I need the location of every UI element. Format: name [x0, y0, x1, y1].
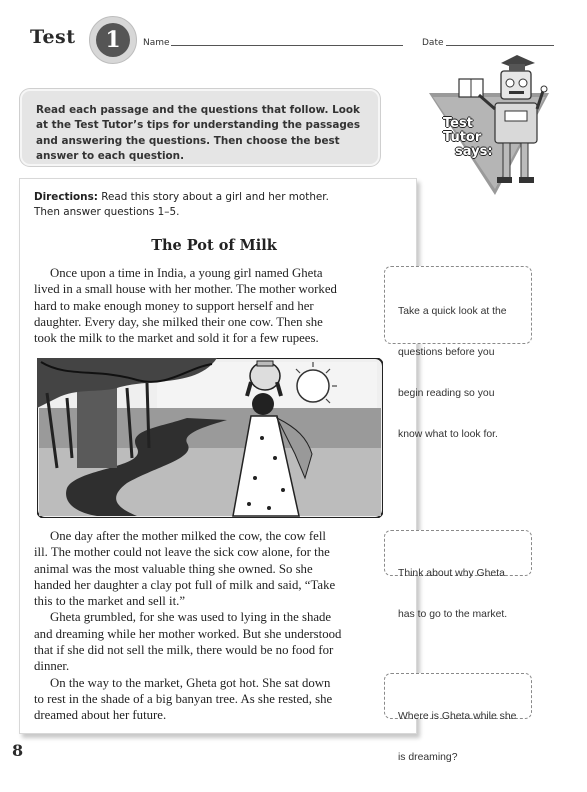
story-paragraph-1 [34, 265, 337, 346]
tutor-tip-1 [384, 266, 532, 440]
name-label: Name [143, 38, 170, 48]
story-line: On the way to the market, Gheta got hot. She sat down [34, 675, 331, 690]
tip-line: Take a quick look at the [398, 306, 507, 318]
story-line: Once upon a time in India, a young girl named Gheta [34, 266, 323, 280]
girl-with-pot-illustration-icon [37, 358, 383, 518]
story-paragraph-2 [34, 528, 341, 724]
story-line: hard to make enough money to support herself and her [34, 298, 314, 313]
tip-line: Where is Gheta while she [398, 711, 517, 723]
date-label: Date [422, 38, 444, 48]
tip-line: know what to look for. [398, 428, 498, 440]
tip-line: begin reading so you [398, 387, 495, 399]
story-line: handed her daughter a clay pot full of milk and said, “Take [34, 577, 336, 592]
tutor-label-line3: says: [455, 144, 493, 159]
directions-label: Directions: [34, 191, 98, 203]
story-line: daughter. Every day, she milked their one cow. Then she [34, 314, 323, 329]
tip-line: Think about why Gheta [398, 568, 505, 580]
directions-line2: Then answer questions 1–5. [34, 206, 180, 218]
story-illustration [37, 358, 383, 518]
date-field[interactable] [446, 45, 554, 46]
story-line: animal was the most valuable thing she owned. So she [34, 561, 313, 576]
test-number-badge [89, 16, 137, 64]
test-number: 1 [96, 23, 130, 57]
instruction-text: Read each passage and the questions that follow. Look at the Test Tutor’s tips for understanding the passages and answering the questions. Then choose the best answer to each question. [36, 104, 361, 163]
page-number: 8 [12, 741, 24, 760]
tip-line: is dreaming? [398, 751, 458, 763]
test-heading: Test [30, 26, 76, 48]
story-title: The Pot of Milk [151, 237, 277, 254]
directions [34, 190, 394, 220]
story-line: and dreaming while her mother worked. But she understood [34, 626, 342, 641]
tutor-tip-3 [384, 673, 532, 763]
tutor-label-line2: Tutor [443, 130, 482, 145]
story-line: took the milk to the market and sold it for a few rupees. [34, 331, 319, 346]
tip-line: questions before you [398, 346, 495, 358]
tutor-tip-2 [384, 530, 532, 620]
story-line: dinner. [34, 659, 70, 674]
tip-line: has to go to the market. [398, 608, 508, 620]
tutor-label-line1: Test [443, 116, 473, 131]
story-line: this to the market and sell it.” [34, 594, 186, 609]
story-line: One day after the mother milked the cow, the cow fell [34, 529, 326, 543]
story-line: Gheta grumbled, for she was used to lying in the shade [34, 610, 332, 625]
story-line: lived in a small house with her mother. The mother worked [34, 282, 337, 297]
test-tutor [425, 47, 553, 197]
story-line: ill. The mother could not leave the sick cow alone, for the [34, 545, 330, 560]
story-line: that if she did not sell the milk, there would be no food for [34, 643, 334, 658]
story-line: to rest in the shade of a big banyan tree. As she rested, she [34, 691, 333, 706]
directions-line1: Read this story about a girl and her mother. [97, 191, 329, 203]
story-line: dreamed about her future. [34, 708, 167, 723]
name-field[interactable] [171, 45, 403, 46]
